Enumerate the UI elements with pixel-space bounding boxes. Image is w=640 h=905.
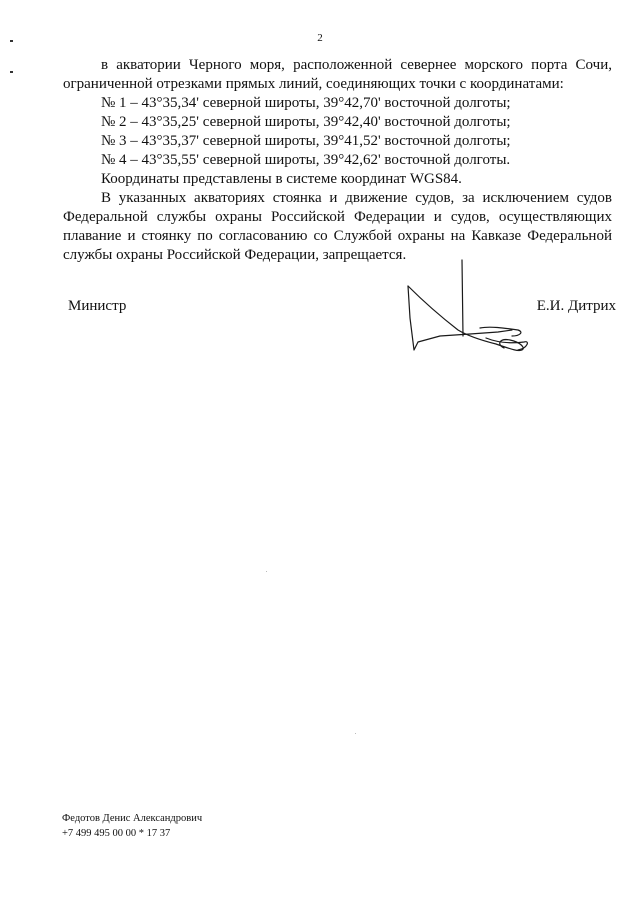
document-body xyxy=(63,56,612,265)
executor-info xyxy=(62,811,202,841)
signer-title: Министр xyxy=(68,298,127,314)
scan-speck xyxy=(266,571,267,572)
scan-mark-top xyxy=(10,40,13,42)
intro-paragraph: в акватории Черного моря, расположенной севернее морского порта Сочи, ограниченной отрезками прямых линий, соединяющих точки с координатами: xyxy=(63,57,612,92)
coordinate-point-1: № 1 – 43°35,34' северной широты, 39°42,70' восточной долготы; xyxy=(101,95,511,111)
coordinate-system-note: Координаты представлены в системе координат WGS84. xyxy=(101,171,462,187)
executor-phone: +7 499 495 00 00 * 17 37 xyxy=(62,828,171,839)
handwritten-signature xyxy=(400,258,540,358)
scan-mark-bottom xyxy=(10,71,13,73)
executor-name: Федотов Денис Александрович xyxy=(62,813,203,824)
scan-speck xyxy=(355,733,356,734)
prohibition-paragraph: В указанных акваториях стоянка и движение судов, за исключением судов Федеральной службы охраны Российской Федерации и судов, осуществляющих плавание и стоянку по согласованию со Службой охраны на Кавказе Федеральной службы охраны Российской Федерации, запрещается. xyxy=(63,190,612,263)
signer-name: Е.И. Дитрих xyxy=(536,298,616,314)
coordinate-point-2: № 2 – 43°35,25' северной широты, 39°42,40' восточной долготы; xyxy=(101,114,511,130)
coordinate-point-4: № 4 – 43°35,55' северной широты, 39°42,62' восточной долготы. xyxy=(101,152,511,168)
coordinate-point-3: № 3 – 43°35,37' северной широты, 39°41,52' восточной долготы; xyxy=(101,133,511,149)
page-number: 2 xyxy=(317,32,323,44)
